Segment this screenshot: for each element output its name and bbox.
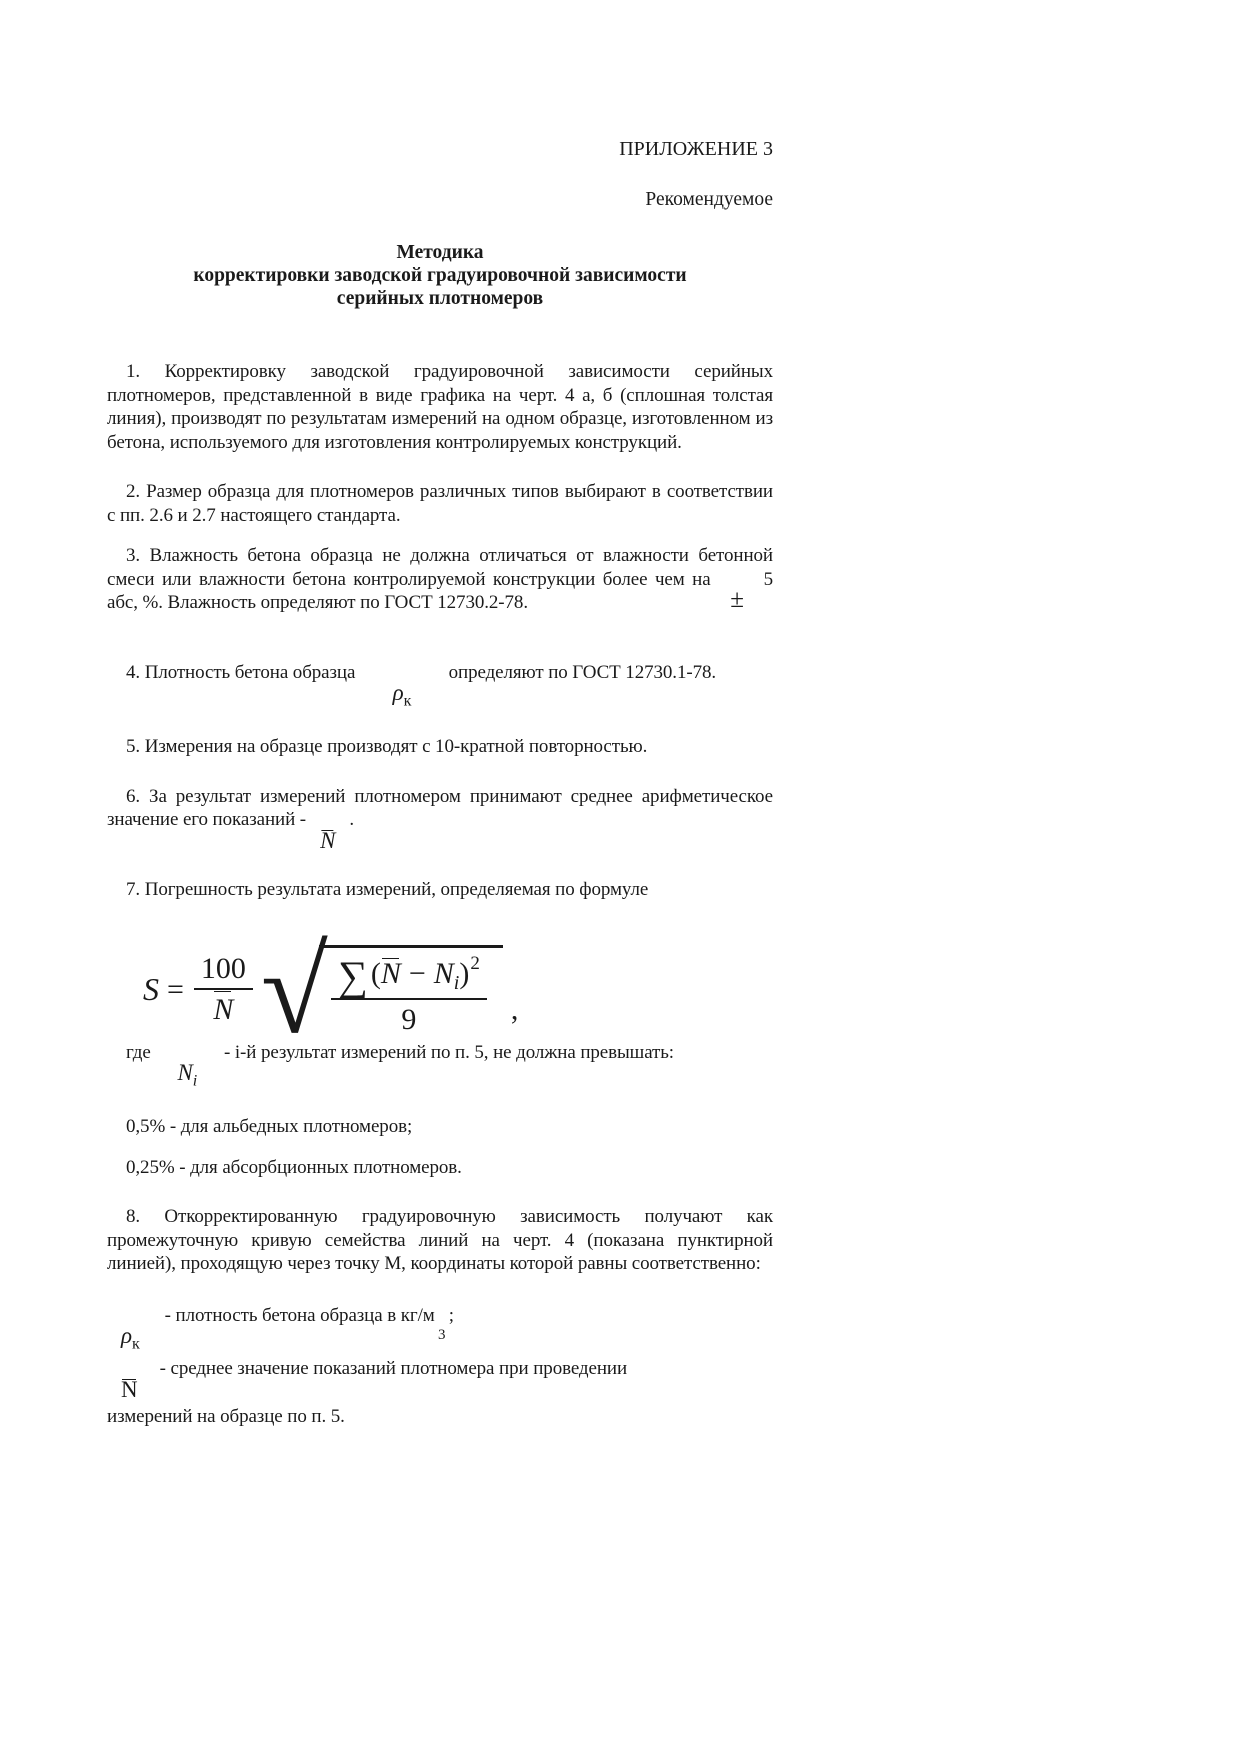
formula-comma: , <box>510 992 519 1026</box>
square-root <box>260 924 503 1059</box>
paragraph-6-text-after: . <box>349 809 354 830</box>
formula-denominator-nbar: N <box>213 990 233 1026</box>
where-label: где <box>126 1041 151 1063</box>
cubed-superscript: 3 <box>437 1327 446 1344</box>
coordinate-nbar-line-2: измерений на образце по п. 5. <box>107 1405 345 1427</box>
rho-k-symbol <box>360 662 444 710</box>
formula-inner-denominator: 9 <box>401 1002 417 1036</box>
formula-equals: = <box>167 972 184 1006</box>
paragraph-1: 1. Корректировку заводской градуировочной зависимости серийных плотномеров, представленной в виде графика на черт. 4 а, б (сплошная толстая линия), производят по результатам измерений на одном образце, изготовленном из бетона, используемого для изготовления контролируемых конструкций. <box>107 361 773 453</box>
left-paren: ( <box>370 957 381 990</box>
limit-absorption: 0,25% - для абсорбционных плотномеров. <box>126 1156 462 1178</box>
minus-sign: − <box>408 957 426 990</box>
formula-lhs: S <box>143 970 159 1007</box>
coord-rho-subscript: к <box>131 1336 140 1353</box>
n-bar-term: N <box>380 957 401 990</box>
coordinate-nbar <box>107 1357 773 1428</box>
document-title <box>107 241 773 310</box>
paragraph-6-text-before: 6. За результат измерений плотномером принимают среднее арифметическое значение его показаний - <box>107 785 773 830</box>
paragraph-4 <box>107 661 773 710</box>
rho-subscript: к <box>403 692 412 710</box>
coord-rho-base: ρ <box>121 1323 132 1349</box>
limit-albedo: 0,5% - для альбедных плотномеров; <box>126 1116 413 1138</box>
paragraph-7: 7. Погрешность результата измерений, определяемая по формуле <box>126 878 649 900</box>
formula-numerator-100: 100 <box>194 952 253 990</box>
plus-minus-symbol: ± <box>730 586 744 614</box>
document-content <box>107 138 773 1451</box>
n-i-symbol <box>155 1042 219 1090</box>
appendix-label: ПРИЛОЖЕНИЕ 3 <box>619 138 773 160</box>
coord-n-bar-symbol: N <box>121 1376 138 1402</box>
paragraph-6 <box>107 785 773 853</box>
n-i-subscript: i <box>192 1073 198 1090</box>
where-clause <box>107 1041 773 1090</box>
paragraph-4-text-before: 4. Плотность бетона образца <box>126 661 356 683</box>
squared-exponent: 2 <box>470 953 480 974</box>
paragraph-8: 8. Откорректированную градуировочную зависимость получают как промежуточную кривую семейства линий на черт. 4 (показана пунктирной линией), проходящую через точку М, координаты которой равны соответственно: <box>107 1206 773 1275</box>
paragraph-3-text-before: 3. Влажность бетона образца не должна отличаться от влажности бетонной смеси или влажности бетона контролируемой конструкции более чем на <box>107 545 773 590</box>
sum-expression <box>331 954 487 1000</box>
right-paren: ) <box>459 957 470 990</box>
formula-outer-fraction <box>194 952 253 1026</box>
coord-rho-text: - плотность бетона образца в кг/м <box>164 1304 435 1326</box>
coord-rho-tail: ; <box>448 1304 454 1326</box>
coordinate-nbar-line-1 <box>107 1357 773 1402</box>
radicand <box>319 945 503 1036</box>
paragraph-3 <box>107 544 773 615</box>
formula-inner-fraction <box>331 954 487 1036</box>
paragraph-5: 5. Измерения на образце производят с 10-кратной повторностью. <box>126 736 648 757</box>
where-text: - i-й результат измерений по п. 5, не должна превышать: <box>223 1041 674 1063</box>
coordinate-rho <box>107 1304 773 1353</box>
n-bar-symbol: N <box>320 827 336 853</box>
radical-sign: √ <box>260 924 328 1059</box>
paragraph-3-text-after: 5 абс, %. Влажность определяют по ГОСТ 12730.2-78. <box>107 568 774 613</box>
i-subscript: i <box>453 972 460 994</box>
recommended-label: Рекомендуемое <box>645 189 773 210</box>
sigma-symbol: ∑ <box>337 954 368 1000</box>
paragraph-4-text-after: определяют по ГОСТ 12730.1-78. <box>448 661 717 683</box>
rho-base: ρ <box>392 680 404 706</box>
n-i-base: N <box>177 1060 193 1086</box>
paragraph-2: 2. Размер образца для плотномеров различных типов выбирают в соответствии с пп. 2.6 и 2.7 настоящего стандарта. <box>107 481 773 526</box>
coord-rho-k-symbol <box>107 1305 160 1353</box>
title-line-3: серийных плотномеров <box>336 288 544 309</box>
title-line-2: корректировки заводской градуировочной зависимости <box>193 265 687 286</box>
n-i-term: N <box>433 957 454 990</box>
coord-nbar-text: - среднее значение показаний плотномера при проведении <box>159 1358 628 1380</box>
title-line-1: Методика <box>396 242 484 263</box>
